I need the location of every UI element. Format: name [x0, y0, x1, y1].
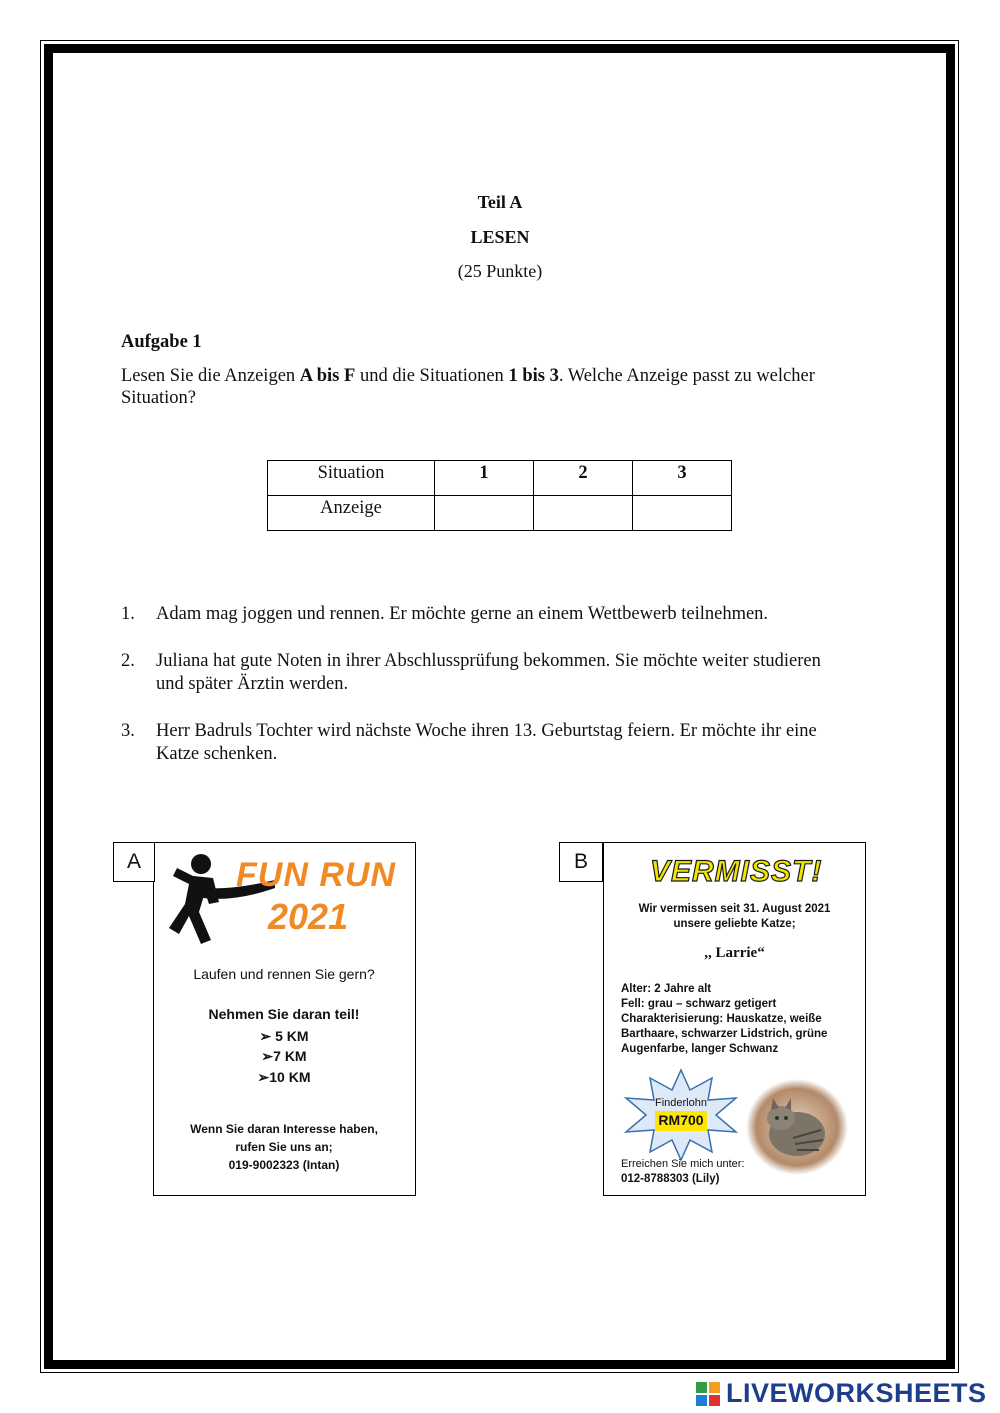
- liveworksheets-wordmark: LIVEWORKSHEETS: [726, 1378, 987, 1408]
- ad-b-detail-whiskers: Barthaare, schwarzer Lidstrich, grüne: [621, 1028, 828, 1040]
- fun-run-title: FUN RUN: [236, 856, 396, 894]
- ad-a-contact-1: Wenn Sie daran Interesse haben,: [190, 1122, 378, 1136]
- ad-b-label: B: [559, 842, 603, 882]
- situation-col-2: 2: [534, 461, 633, 496]
- reward-amount: RM700: [658, 1112, 704, 1128]
- situation-2-text: [156, 650, 891, 696]
- instr-text-1: Lesen Sie die Anzeigen: [121, 366, 300, 386]
- situation-3-line1: Herr Badruls Tochter wird nächste Woche ihren 13. Geburtstag feiern. Er möchte ihr eine: [156, 721, 817, 741]
- ad-a-contact-2: rufen Sie uns an;: [235, 1140, 333, 1154]
- ad-b-reach-label: Erreichen Sie mich unter:: [621, 1158, 745, 1170]
- situation-3-text: [156, 720, 891, 766]
- situation-2-line1: Juliana hat gute Noten in ihrer Abschlussprüfung bekommen. Sie möchte weiter studieren: [156, 651, 821, 671]
- answer-input-1[interactable]: [435, 496, 533, 530]
- answer-cell-2[interactable]: [534, 496, 633, 531]
- situation-2-number: 2.: [121, 651, 135, 671]
- situation-1-text: [156, 603, 891, 626]
- situation-col-1: 1: [435, 461, 534, 496]
- ad-b-headline: VERMISST!: [650, 855, 823, 888]
- situation-1-line1: Adam mag joggen und rennen. Er möchte gerne an einem Wettbewerb teilnehmen.: [156, 604, 769, 624]
- ad-a-question: Laufen und rennen Sie gern?: [193, 966, 375, 982]
- ad-b-detail-eyes: Augenfarbe, langer Schwanz: [621, 1043, 779, 1055]
- ad-a-distance-10: ➢10 KM: [257, 1069, 311, 1085]
- anzeige-label: Anzeige: [268, 496, 435, 531]
- answer-table: [267, 460, 732, 531]
- ad-b-detail-fur: Fell: grau – schwarz getigert: [621, 998, 777, 1010]
- ad-b-intro-2: unsere geliebte Katze;: [673, 918, 796, 930]
- ad-a-contact-phone: 019-9002323 (Intan): [228, 1158, 340, 1172]
- points-label: (25 Punkte): [457, 261, 543, 281]
- answer-input-2[interactable]: [534, 496, 632, 530]
- ad-a-invite: Nehmen Sie daran teil!: [208, 1006, 360, 1022]
- answer-cell-3[interactable]: [633, 496, 732, 531]
- instr-ads-range: A bis F: [299, 366, 356, 386]
- ad-a-distance-7: ➢7 KM: [261, 1048, 307, 1064]
- instr-text-2: und die Situationen: [355, 366, 509, 386]
- situation-2-line2: und später Ärztin werden.: [156, 674, 349, 694]
- table-row-situation: [268, 461, 732, 496]
- task-instructions: [121, 365, 891, 409]
- fun-run-year: 2021: [268, 896, 349, 937]
- instr-text-3: . Welche Anzeige passt zu welcher: [558, 366, 815, 386]
- ad-b-detail-char: Charakterisierung: Hauskatze, weiße: [621, 1013, 822, 1025]
- ad-b-reach-phone: 012-8788303 (Lily): [621, 1173, 720, 1185]
- instr-text-4: Situation?: [121, 388, 197, 408]
- cat-photo-icon: [745, 1078, 849, 1176]
- answer-input-3[interactable]: [633, 496, 731, 530]
- teil-heading: Teil A: [477, 192, 523, 212]
- instr-situations-range: 1 bis 3: [508, 366, 559, 386]
- ad-b-detail-age: Alter: 2 Jahre alt: [621, 983, 712, 995]
- task-title: Aufgabe 1: [121, 332, 202, 352]
- situation-1-number: 1.: [121, 604, 135, 624]
- ad-b-cat-name: ,, Larrie“: [704, 945, 765, 961]
- situation-3-line2: Katze schenken.: [156, 744, 278, 764]
- situation-3-number: 3.: [121, 721, 135, 741]
- ad-b-intro-1: Wir vermissen seit 31. August 2021: [638, 903, 831, 915]
- answer-cell-1[interactable]: [435, 496, 534, 531]
- reward-label: Finderlohn: [655, 1097, 707, 1109]
- ad-a-distance-5: ➢ 5 KM: [259, 1028, 309, 1044]
- table-row-anzeige: [268, 496, 732, 531]
- section-heading: LESEN: [470, 227, 530, 247]
- liveworksheets-logo-icon: [696, 1382, 720, 1406]
- situation-col-3: 3: [633, 461, 732, 496]
- situation-label: Situation: [268, 461, 435, 496]
- ad-a-label: A: [113, 842, 155, 882]
